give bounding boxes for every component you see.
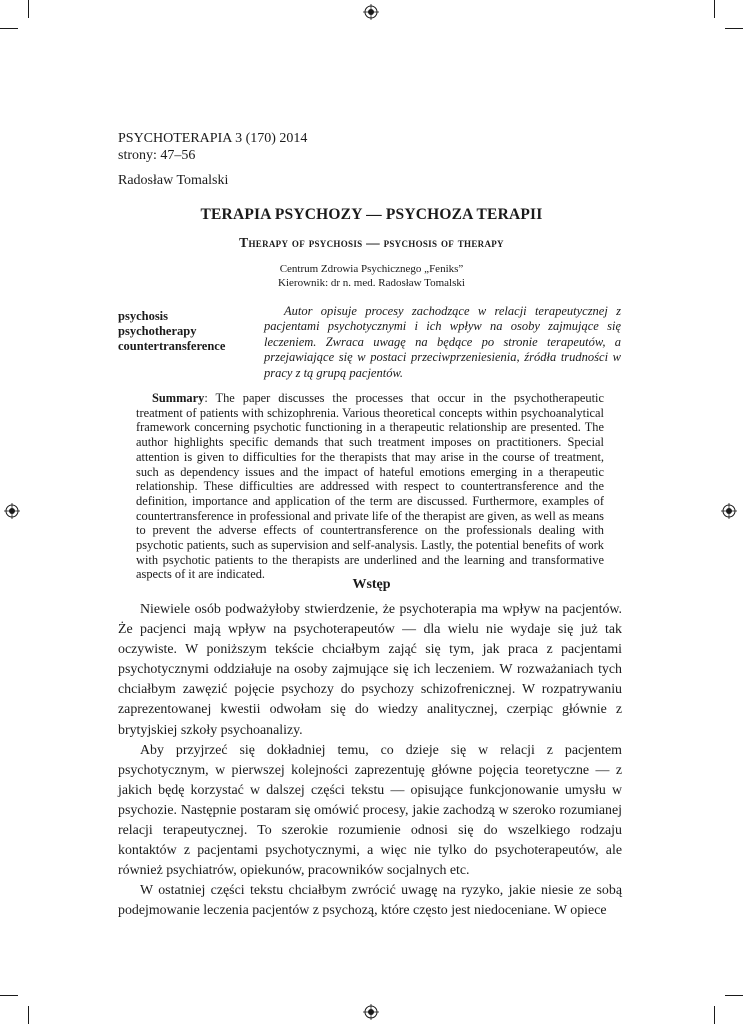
keyword: psychotherapy [118,324,197,338]
summary-text: : The paper discusses the processes that occur in the psychotherapeutic treatment of patients with schizophrenia. Various theoretical concepts within psychoanalytical framework concerning psychotic functioning in a therapeutic relationship are presented. The author highlights specific demands that such treatment imposes on practitioners. Special attention is given to difficulties for the therapists that may arise in the course of treatment, such as dependency issues and the impact of hateful emotions emerging in a therapeutic relationship. These difficulties are addressed with respect to countertransference and the definition, importance and application of the term are discussed. Furthermore, examples of countertransference in professional and private life of the therapist are given, as well as means to prevent the adverse effects of countertransference on the professionals dealing with psychotic patients, such as supervision and self-analysis. Lastly, the potential benefits of work with psychotic patients to the therapists are underlined and the learning and transformative aspects of it are indicated. [136,391,604,582]
registration-mark-left-icon [4,503,20,519]
keyword: psychosis [118,309,169,323]
author-name: Radosław Tomalski [118,173,229,188]
crop-mark-top-left-h [0,28,18,29]
affiliation-institution: Centrum Zdrowia Psychicznego „Feniks” [279,263,464,275]
body-text [118,600,622,922]
crop-mark-bottom-right-h [725,995,743,996]
crop-mark-bottom-left-h [0,995,18,996]
article-title-en: Therapy of psychosis — psychosis of therapy [239,235,504,250]
section-title: Wstęp [352,577,391,592]
registration-mark-right-icon [721,503,737,519]
affiliation [0,262,743,290]
registration-mark-top-icon [363,4,379,20]
article-title-pl: TERAPIA PSYCHOZY — PSYCHOZA TERAPII [200,206,543,223]
registration-mark-bottom-icon [363,1004,379,1020]
paragraph: W ostatniej części tekstu chciałbym zwrócić uwagę na ryzyko, jakie niesie ze sobą podejmowanie leczenia pacjentów z psychozą, które często jest niedoceniane. W opiece [118,883,622,919]
affiliation-head: Kierownik: dr n. med. Radosław Tomalski [278,277,465,289]
paragraph: Aby przyjrzeć się dokładniej temu, co dzieje się w relacji z pacjentem psychotycznym, w pierwszej kolejności zaprezentuję główne pojęcia teoretyczne — z jakich będę korzystać w dalszej części tekstu — opisujące funkcjonowanie umysłu w psychozie. Następnie postaram się omówić procesy, jakie zachodzą w szeroko rozumianej relacji terapeutycznej. To szerokie rozumienie odnosi się do wszelkiego rodzaju kontaktów z pacjentami psychotycznymi, a więc nie tylko do psychoterapeutów, ale również psychiatrów, opiekunów, pracowników socjalnych etc. [118,742,622,879]
abstract-pl: Autor opisuje procesy zachodzące w relacji terapeutycznej z pacjentami psychotycznymi i ich wpływ na osoby zajmujące się leczeniem. Zwraca uwagę na będące po stronie terapeutów, a przejawiające się w postaci przeciwprzeniesienia, źródła trudności w pracy z tą grupą pacjentów. [264,304,621,380]
summary [136,391,604,582]
page-range: strony: 47–56 [118,148,196,163]
crop-mark-top-right [714,0,715,18]
journal-citation: PSYCHOTERAPIA 3 (170) 2014 [118,131,308,146]
crop-mark-top-left [28,0,29,18]
crop-mark-top-right-h [725,28,743,29]
keywords [118,309,225,354]
crop-mark-bottom-left [28,1006,29,1024]
crop-mark-bottom-right [714,1006,715,1024]
summary-label: Summary [152,391,205,405]
paragraph: Niewiele osób podważyłoby stwierdzenie, że psychoterapia ma wpływ na pacjentów. Że pacjenci mają wpływ na psychoterapeutów — dla wielu nie wydaje się już tak oczywiste. W poniższym tekście chciałbym zająć się tym, jak praca z pacjentami psychotycznymi oddziałuje na osoby zajmujące się ich leczeniem. W rozważaniach tych chciałbym zawęzić pojęcie psychozy do psychozy schizofrenicznej. W rozpatrywaniu zaprezentowanej kwestii odwołam się do wiedzy analitycznej, czerpiąc głównie z brytyjskiej szkoły psychoanalizy. [118,602,622,738]
keyword: countertransference [118,339,226,353]
